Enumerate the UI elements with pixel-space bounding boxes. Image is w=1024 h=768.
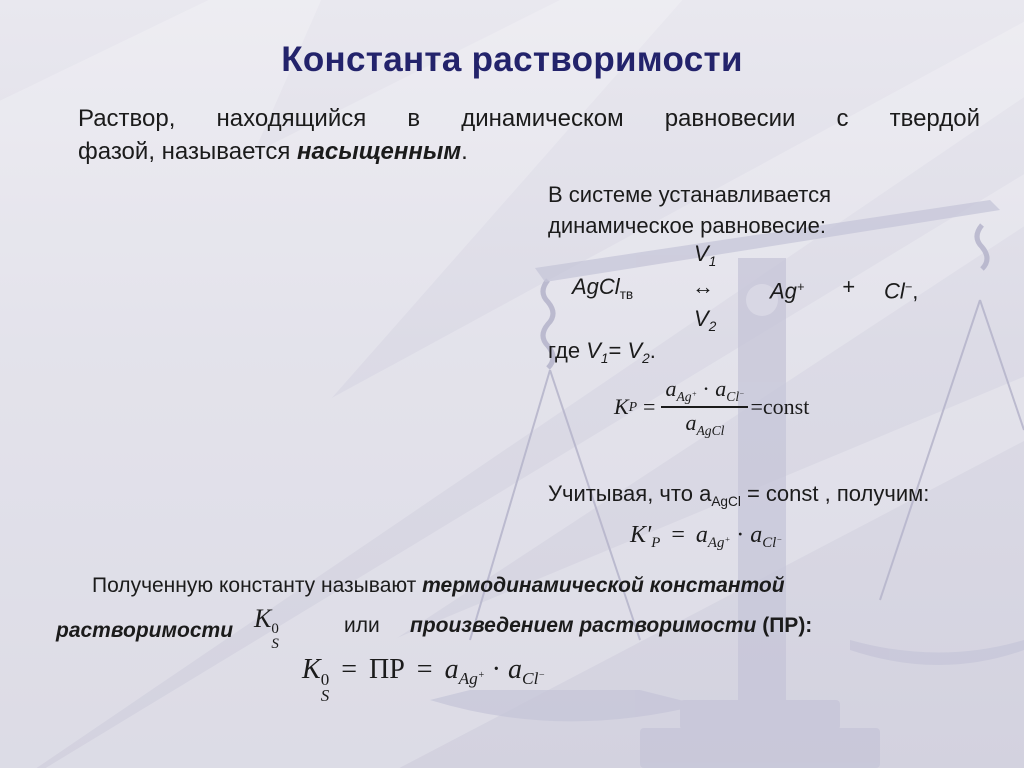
ion-charge: −: [904, 279, 913, 294]
kp-subscript: P: [651, 535, 661, 552]
period: .: [649, 338, 656, 363]
activity: a: [750, 522, 763, 548]
activity: a: [507, 654, 522, 685]
kp-prime-formula: [630, 522, 782, 552]
phase-label: тв: [619, 286, 634, 302]
solubility-product-term: произведением растворимости: [410, 614, 757, 637]
k-symbol: K: [254, 604, 272, 633]
fraction-bar: [661, 406, 748, 408]
agcl-subscript: AgCl: [696, 422, 725, 438]
rate-index: 1: [600, 350, 609, 366]
multiply-dot: ·: [736, 522, 745, 548]
ks-formula: [302, 654, 545, 704]
charge: −: [776, 534, 783, 545]
reactant: AgCl: [572, 274, 620, 299]
rate-index: 2: [708, 318, 717, 334]
agcl-subscript: AgCl: [711, 493, 741, 509]
or-word: или: [344, 614, 380, 637]
word: динамическом: [461, 105, 624, 132]
ion-symbol: Ag: [770, 278, 797, 304]
solubility-term: растворимости: [56, 619, 234, 642]
kp-symbol: K: [614, 394, 629, 420]
activity: a: [444, 654, 459, 685]
rates-equal-line: [548, 335, 656, 374]
equals: =: [643, 394, 656, 420]
ag-text: Ag: [676, 388, 692, 404]
rate-index: 2: [642, 350, 650, 366]
word: находящийся: [216, 105, 367, 132]
ag-text: Ag: [707, 535, 725, 552]
saturated-term: насыщенным: [297, 138, 462, 165]
charge: −: [739, 389, 745, 399]
kp-fraction: [661, 376, 748, 438]
text: Учитывая, что a: [548, 481, 712, 506]
equilibrium-arrow: ↔: [692, 274, 714, 299]
activity: a: [685, 409, 697, 435]
text: = const , получим:: [740, 481, 930, 506]
thermodynamic-constant-term: термодинамической константой: [422, 574, 785, 597]
ion-charge: +: [796, 279, 805, 294]
rate-index: 1: [708, 253, 717, 269]
intro-line-2: [78, 135, 980, 168]
word: в: [407, 105, 421, 132]
cl-subscript: [522, 669, 545, 688]
rate-backward: [694, 303, 716, 342]
word: твердой: [889, 105, 980, 132]
naming-line-1: [92, 574, 785, 598]
cl-text: Cl: [762, 535, 777, 552]
cl-text: Cl: [521, 669, 539, 689]
solubility-product-line: [410, 614, 812, 638]
word: Раствор,: [78, 105, 176, 132]
equals: =: [608, 338, 628, 363]
considering-line: [548, 478, 929, 517]
charge: +: [691, 389, 697, 399]
text: .: [461, 138, 468, 165]
fraction-denominator: [681, 410, 728, 438]
plus-sign: +: [842, 274, 855, 299]
multiply-dot: ·: [702, 376, 710, 401]
activity: a: [715, 376, 727, 401]
product-chloride-ion: [884, 271, 918, 307]
charge: −: [538, 670, 546, 682]
product-silver-ion: [770, 271, 804, 307]
equals: =: [671, 522, 685, 548]
ks-indices: [271, 622, 279, 652]
kp-subscript: P: [628, 399, 638, 415]
ag-text: Ag: [458, 669, 478, 689]
rate-symbol: V: [627, 338, 643, 363]
word: с: [836, 105, 849, 132]
word: равновесии: [664, 105, 796, 132]
equilibrium-intro-line-1: В системе устанавливается: [548, 182, 832, 207]
subscript: S: [271, 636, 279, 652]
activity: a: [665, 376, 677, 401]
ag-subscript: [676, 389, 696, 404]
equals: =: [416, 654, 433, 685]
rate-symbol: V: [586, 338, 601, 363]
pr-symbol: ПР: [368, 654, 405, 685]
reaction-equation: [572, 271, 633, 310]
cl-subscript: [726, 389, 744, 404]
const-rhs: =const: [750, 394, 810, 420]
ks-indices: [321, 672, 330, 704]
comma: ,: [912, 278, 919, 304]
where-label: где: [548, 338, 581, 363]
rate-symbol: V: [694, 306, 709, 331]
page-title: Константа растворимости: [281, 40, 743, 79]
cl-subscript: [762, 535, 782, 551]
intro-line-1: [78, 102, 980, 135]
ks-symbol: [254, 604, 279, 652]
activity: a: [695, 522, 708, 548]
equals: =: [341, 654, 357, 685]
ion-symbol: Cl: [884, 278, 905, 304]
equilibrium-intro-line-2: динамическое равновесие:: [548, 213, 826, 238]
charge: +: [477, 670, 485, 682]
text: Полученную константу называют: [92, 574, 423, 597]
fraction-numerator: [661, 376, 748, 404]
multiply-dot: ·: [491, 654, 501, 685]
subscript: S: [320, 686, 330, 705]
ag-subscript: [708, 535, 730, 551]
abbreviation: (ПР):: [756, 614, 813, 637]
superscript: 0: [271, 621, 279, 637]
charge: +: [724, 534, 731, 545]
ag-subscript: [459, 669, 485, 688]
cl-text: Cl: [726, 388, 740, 404]
kp-formula: [614, 376, 809, 438]
kp-prime-symbol: K′: [630, 522, 652, 548]
text: фазой, называется: [78, 138, 297, 165]
equilibrium-intro: [548, 179, 831, 241]
superscript: 0: [320, 670, 330, 689]
rate-symbol: V: [694, 241, 709, 266]
intro-paragraph: [78, 102, 980, 168]
k-symbol: K: [302, 654, 321, 685]
